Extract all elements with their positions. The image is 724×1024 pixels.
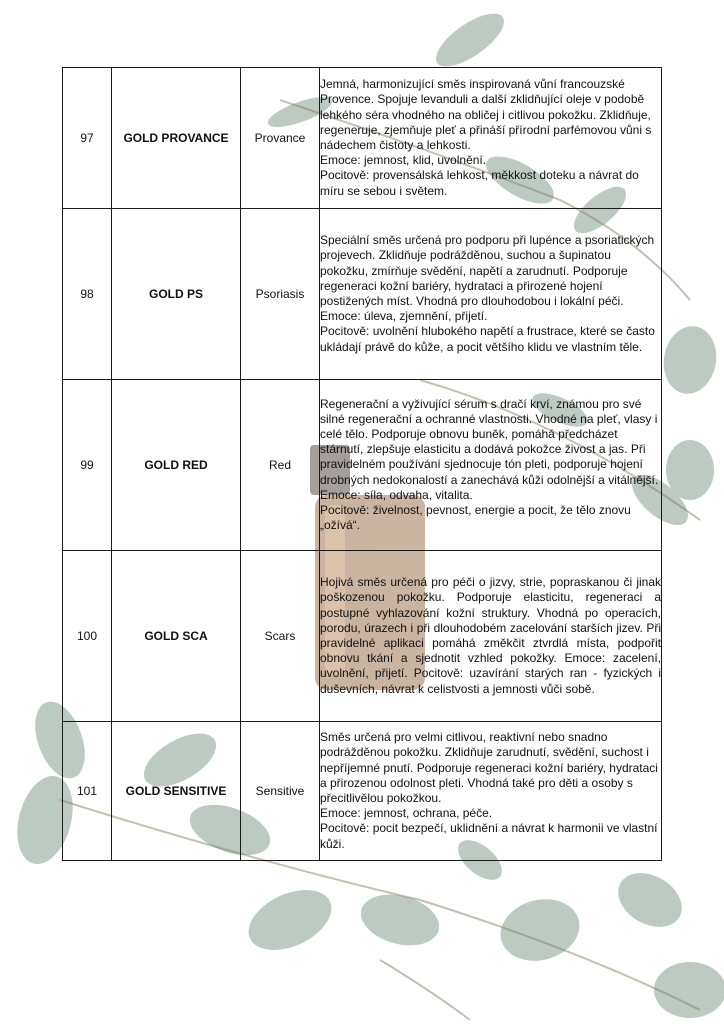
product-number: 99 xyxy=(63,380,112,551)
product-description: Jemná, harmonizující směs inspirovaná vůní francouzské Provence. Spojuje levanduli a další zklidňující oleje v podobě lehkého séra vhodného na obličej i citlivou pokožku. Zklidňuje, regeneruje, zjemňuje pleť a přináší přírodní parfémovou vůni s nádechem čistoty a lehkosti. xyxy=(320,77,652,152)
product-description-cell xyxy=(320,68,662,209)
product-description-cell xyxy=(320,380,662,551)
product-feelings: Pocitově: živelnost, pevnost, energie a pocit, že tělo znovu „ožívá“. xyxy=(320,503,631,533)
product-name: GOLD SCA xyxy=(112,551,241,722)
product-name: GOLD SENSITIVE xyxy=(112,722,241,861)
product-number: 97 xyxy=(63,68,112,209)
table-row xyxy=(63,68,662,209)
product-category: Provance xyxy=(241,68,320,209)
product-name: GOLD PS xyxy=(112,209,241,380)
product-category: Psoriasis xyxy=(241,209,320,380)
product-category: Scars xyxy=(241,551,320,722)
product-number: 100 xyxy=(63,551,112,722)
table-row xyxy=(63,551,662,722)
product-name: GOLD RED xyxy=(112,380,241,551)
product-emotions: Emoce: jemnost, ochrana, péče. xyxy=(320,806,493,821)
product-emotions: Emoce: síla, odvaha, vitalita. xyxy=(320,487,473,502)
product-number: 98 xyxy=(63,209,112,380)
product-feelings: Pocitově: uvolnění hlubokého napětí a frustrace, které se často ukládají právě do kůže, a pocit většího klidu ve vlastním těle. xyxy=(320,324,655,354)
product-emotions: Emoce: jemnost, klid, uvolnění. xyxy=(320,153,487,168)
product-description: Speciální směs určená pro podporu při lupénce a psoriatických projevech. Zklidňuje podrážděnou, suchou a šupinatou pokožku, zmírňuje svědění, napětí a zarudnutí. Podporuje regeneraci kožní bariéry, hydrataci a přirozené hojení postižených míst. Vhodná pro dlouhodobou i lokální péči. xyxy=(320,233,655,308)
product-feelings: Pocitově: provensálská lehkost, měkkost doteku a návrat do míru se sebou i světem. xyxy=(320,168,639,198)
product-description: Regenerační a vyživující sérum s dračí krví, známou pro své silné regenerační a ochranné vlastnosti. Vhodné na pleť, vlasy i celé tělo. Podporuje obnovu buněk, pomáhá předcházet stárnutí, zlepšuje elasticitu a dodává pokožce živost a jas. Při pravidelném používání sjednocuje tón pleti, podporuje hojení drobných nedokonalostí a zanechává kůži odolnější a vitálnější. xyxy=(320,396,659,487)
product-description: Hojivá směs určená pro péči o jizvy, strie, popraskanou či jinak poškozenou pokožku. Podporuje elasticitu, regeneraci a postupné vyhlazování kožní struktury. Vhodná po operacích, porodu, úrazech i při dlouhodobém zacelování starších jizev. Při pravidelné aplikaci pomáhá změkčit ztvrdlá místa, podpořit obnovu tkání a sjednotit vzhled pokožky. Emoce: zacelení, uvolnění, přijetí. Pocitově: uzavírání starých ran - fyzických i duševních, návrat k celistvosti a jemnosti vůči sobě. xyxy=(320,575,661,696)
product-category: Sensitive xyxy=(241,722,320,861)
product-description: Směs určená pro velmi citlivou, reaktivní nebo snadno podrážděnou pokožku. Zklidňuje zarudnutí, svědění, suchost i nepříjemné pnutí. Podporuje regeneraci kožní bariéry, hydrataci a přirozenou odolnost pleti. Vhodná také pro děti a osoby s přecitlivělou pokožkou. xyxy=(320,730,658,805)
product-number: 101 xyxy=(63,722,112,861)
product-table xyxy=(62,67,662,861)
table-row xyxy=(63,380,662,551)
table-row xyxy=(63,722,662,861)
table-row xyxy=(63,209,662,380)
product-feelings: Pocitově: pocit bezpečí, uklidnění a návrat k harmonii ve vlastní kůži. xyxy=(320,821,658,851)
product-emotions: Emoce: úleva, zjemnění, přijetí. xyxy=(320,309,488,324)
product-name: GOLD PROVANCE xyxy=(112,68,241,209)
product-description-cell xyxy=(320,209,662,380)
product-description-cell xyxy=(320,722,662,861)
product-description-cell xyxy=(320,551,662,722)
product-category: Red xyxy=(241,380,320,551)
